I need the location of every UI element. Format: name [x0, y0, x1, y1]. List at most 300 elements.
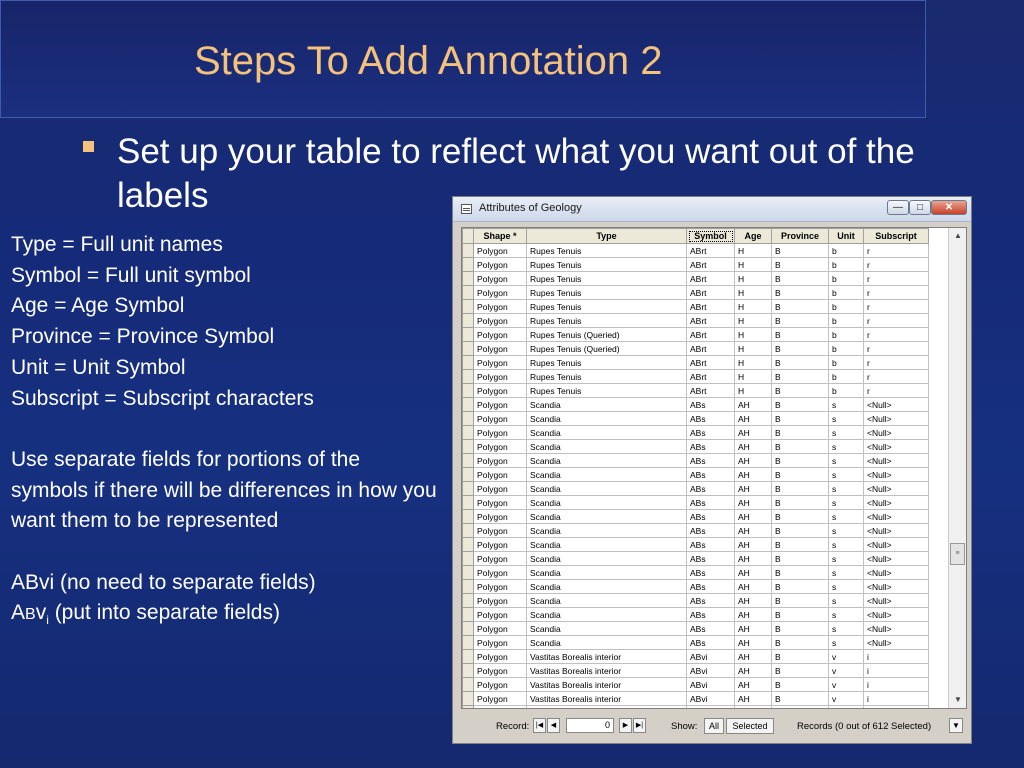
table-row[interactable] — [463, 384, 929, 398]
close-button[interactable]: ✕ — [931, 200, 967, 215]
table-cell[interactable]: Scandia — [527, 580, 687, 594]
row-selector[interactable] — [463, 300, 474, 314]
table-cell[interactable]: B — [772, 496, 829, 510]
table-cell[interactable]: B — [772, 272, 829, 286]
table-cell[interactable]: <Null> — [864, 482, 929, 496]
col-header-age[interactable]: Age — [735, 229, 772, 244]
table-cell[interactable] — [772, 706, 829, 710]
table-cell[interactable] — [829, 706, 864, 710]
table-cell[interactable]: Polygon — [474, 328, 527, 342]
table-cell[interactable]: ABrt — [687, 328, 735, 342]
table-cell[interactable]: v — [829, 678, 864, 692]
row-selector[interactable] — [463, 412, 474, 426]
table-cell[interactable]: Polygon — [474, 342, 527, 356]
table-cell[interactable]: ABrt — [687, 356, 735, 370]
table-cell[interactable]: Scandia — [527, 552, 687, 566]
table-row[interactable] — [463, 496, 929, 510]
table-cell[interactable]: ABs — [687, 440, 735, 454]
table-cell[interactable]: ABs — [687, 566, 735, 580]
table-cell[interactable]: <Null> — [864, 454, 929, 468]
table-cell[interactable]: s — [829, 510, 864, 524]
table-cell[interactable]: H — [735, 314, 772, 328]
table-cell[interactable]: ABs — [687, 412, 735, 426]
table-cell[interactable]: b — [829, 300, 864, 314]
table-cell[interactable]: H — [735, 258, 772, 272]
scroll-down-icon[interactable]: ▼ — [954, 695, 962, 704]
table-cell[interactable]: ABs — [687, 580, 735, 594]
table-cell[interactable]: Scandia — [527, 538, 687, 552]
col-header-shape[interactable]: Shape * — [474, 229, 527, 244]
table-cell[interactable]: ABs — [687, 622, 735, 636]
table-row[interactable] — [463, 566, 929, 580]
table-cell[interactable]: ABrt — [687, 314, 735, 328]
table-cell[interactable]: ABs — [687, 636, 735, 650]
row-selector[interactable] — [463, 580, 474, 594]
table-cell[interactable]: Polygon — [474, 608, 527, 622]
table-cell[interactable]: ABrt — [687, 244, 735, 258]
table-cell[interactable]: Rupes Tenuis (Queried) — [527, 328, 687, 342]
scroll-thumb[interactable]: ≡ — [950, 543, 965, 565]
table-cell[interactable]: B — [772, 342, 829, 356]
row-selector[interactable] — [463, 636, 474, 650]
table-cell[interactable]: B — [772, 482, 829, 496]
table-cell[interactable]: B — [772, 370, 829, 384]
table-cell[interactable]: s — [829, 608, 864, 622]
table-cell[interactable]: Polygon — [474, 510, 527, 524]
table-cell[interactable]: AH — [735, 482, 772, 496]
table-cell[interactable] — [735, 706, 772, 710]
row-selector[interactable] — [463, 482, 474, 496]
table-cell[interactable]: B — [772, 300, 829, 314]
table-row[interactable] — [463, 580, 929, 594]
table-row[interactable] — [463, 622, 929, 636]
table-row[interactable] — [463, 342, 929, 356]
table-cell[interactable]: B — [772, 286, 829, 300]
table-cell[interactable]: Polygon — [474, 426, 527, 440]
table-cell[interactable]: Vastitas Borealis interior — [527, 678, 687, 692]
table-cell[interactable]: AH — [735, 594, 772, 608]
table-cell[interactable]: Scandia — [527, 594, 687, 608]
table-cell[interactable]: i — [864, 664, 929, 678]
table-cell[interactable]: Rupes Tenuis — [527, 272, 687, 286]
vertical-scrollbar[interactable] — [948, 228, 967, 708]
prev-record-icon[interactable]: ◀ — [547, 718, 560, 733]
row-selector[interactable] — [463, 608, 474, 622]
table-row[interactable] — [463, 272, 929, 286]
table-cell[interactable]: ABs — [687, 454, 735, 468]
table-cell[interactable]: Polygon — [474, 398, 527, 412]
table-cell[interactable]: B — [772, 468, 829, 482]
table-cell[interactable]: s — [829, 622, 864, 636]
first-record-icon[interactable]: |◀ — [533, 718, 546, 733]
table-cell[interactable]: r — [864, 384, 929, 398]
table-cell[interactable]: AH — [735, 426, 772, 440]
table-cell[interactable]: Polygon — [474, 258, 527, 272]
table-cell[interactable]: AH — [735, 608, 772, 622]
table-cell[interactable]: AH — [735, 566, 772, 580]
col-header-subscript[interactable]: Subscript — [864, 229, 929, 244]
table-cell[interactable]: H — [735, 300, 772, 314]
row-selector[interactable] — [463, 650, 474, 664]
table-cell[interactable]: s — [829, 594, 864, 608]
row-selector[interactable] — [463, 426, 474, 440]
table-row[interactable] — [463, 454, 929, 468]
table-cell[interactable]: B — [772, 454, 829, 468]
table-cell[interactable] — [687, 706, 735, 710]
table-cell[interactable]: Scandia — [527, 398, 687, 412]
table-cell[interactable]: Polygon — [474, 272, 527, 286]
table-cell[interactable]: Polygon — [474, 622, 527, 636]
table-cell[interactable]: v — [829, 692, 864, 706]
table-cell[interactable]: <Null> — [864, 426, 929, 440]
table-cell[interactable]: s — [829, 440, 864, 454]
table-cell[interactable]: Polygon — [474, 412, 527, 426]
row-selector[interactable] — [463, 342, 474, 356]
table-cell[interactable]: Polygon — [474, 482, 527, 496]
table-cell[interactable]: AH — [735, 650, 772, 664]
table-row[interactable] — [463, 412, 929, 426]
row-selector[interactable] — [463, 510, 474, 524]
table-row[interactable] — [463, 482, 929, 496]
row-selector[interactable] — [463, 692, 474, 706]
col-header-unit[interactable]: Unit — [829, 229, 864, 244]
table-cell[interactable]: AH — [735, 440, 772, 454]
table-cell[interactable]: ABrt — [687, 286, 735, 300]
table-cell[interactable]: Polygon — [474, 370, 527, 384]
table-cell[interactable]: B — [772, 440, 829, 454]
table-cell[interactable]: ABrt — [687, 384, 735, 398]
row-selector[interactable] — [463, 384, 474, 398]
row-selector[interactable] — [463, 370, 474, 384]
table-cell[interactable]: B — [772, 650, 829, 664]
table-cell[interactable]: s — [829, 538, 864, 552]
table-cell[interactable]: Vastitas Borealis interior — [527, 650, 687, 664]
table-cell[interactable]: Scandia — [527, 426, 687, 440]
attribute-grid[interactable] — [461, 227, 967, 709]
table-cell[interactable]: r — [864, 356, 929, 370]
table-cell[interactable]: <Null> — [864, 524, 929, 538]
show-all-button[interactable]: All — [704, 718, 724, 734]
table-row[interactable] — [463, 356, 929, 370]
table-cell[interactable]: Rupes Tenuis — [527, 356, 687, 370]
row-selector[interactable] — [463, 314, 474, 328]
table-cell[interactable]: Vastitas Borealis interior — [527, 664, 687, 678]
table-cell[interactable]: <Null> — [864, 552, 929, 566]
row-selector[interactable] — [463, 594, 474, 608]
table-cell[interactable]: Rupes Tenuis — [527, 286, 687, 300]
table-cell[interactable]: Scandia — [527, 440, 687, 454]
table-cell[interactable]: Scandia — [527, 496, 687, 510]
table-cell[interactable]: <Null> — [864, 398, 929, 412]
table-cell[interactable]: b — [829, 356, 864, 370]
row-selector[interactable] — [463, 552, 474, 566]
table-cell[interactable]: s — [829, 496, 864, 510]
table-cell[interactable]: <Null> — [864, 636, 929, 650]
col-header-province[interactable]: Province — [772, 229, 829, 244]
table-cell[interactable]: b — [829, 258, 864, 272]
table-cell[interactable]: Rupes Tenuis (Queried) — [527, 342, 687, 356]
table-cell[interactable]: AH — [735, 580, 772, 594]
table-cell[interactable]: AH — [735, 412, 772, 426]
table-row[interactable] — [463, 664, 929, 678]
table-cell[interactable]: s — [829, 398, 864, 412]
row-selector[interactable] — [463, 678, 474, 692]
table-cell[interactable]: B — [772, 384, 829, 398]
table-cell[interactable]: b — [829, 244, 864, 258]
table-row[interactable] — [463, 468, 929, 482]
table-cell[interactable]: i — [864, 678, 929, 692]
table-cell[interactable]: AH — [735, 636, 772, 650]
table-cell[interactable]: s — [829, 426, 864, 440]
table-cell[interactable]: <Null> — [864, 468, 929, 482]
maximize-button[interactable]: □ — [909, 200, 931, 215]
table-cell[interactable]: r — [864, 286, 929, 300]
table-cell[interactable]: B — [772, 566, 829, 580]
table-cell[interactable]: AH — [735, 664, 772, 678]
table-cell[interactable]: Rupes Tenuis — [527, 314, 687, 328]
table-cell[interactable]: s — [829, 552, 864, 566]
table-cell[interactable]: ABs — [687, 510, 735, 524]
table-cell[interactable]: Polygon — [474, 538, 527, 552]
table-cell[interactable]: b — [829, 286, 864, 300]
window-titlebar[interactable] — [453, 197, 971, 222]
table-row[interactable] — [463, 692, 929, 706]
row-selector[interactable] — [463, 398, 474, 412]
table-row[interactable] — [463, 314, 929, 328]
table-cell[interactable]: H — [735, 286, 772, 300]
table-cell[interactable]: Scandia — [527, 454, 687, 468]
table-cell[interactable]: H — [735, 272, 772, 286]
table-row[interactable] — [463, 510, 929, 524]
table-cell[interactable]: Polygon — [474, 678, 527, 692]
table-cell[interactable]: Scandia — [527, 482, 687, 496]
table-cell[interactable]: s — [829, 412, 864, 426]
table-cell[interactable]: <Null> — [864, 622, 929, 636]
table-cell[interactable]: s — [829, 482, 864, 496]
row-selector[interactable] — [463, 524, 474, 538]
table-cell[interactable]: ABs — [687, 608, 735, 622]
record-number-input[interactable]: 0 — [566, 718, 614, 733]
table-cell[interactable]: Polygon — [474, 636, 527, 650]
table-cell[interactable]: r — [864, 258, 929, 272]
table-cell[interactable]: Rupes Tenuis — [527, 258, 687, 272]
table-cell[interactable]: B — [772, 244, 829, 258]
table-cell[interactable]: ABs — [687, 594, 735, 608]
table-cell[interactable]: Polygon — [474, 286, 527, 300]
table-row[interactable] — [463, 440, 929, 454]
table-cell[interactable]: v — [829, 664, 864, 678]
table-cell[interactable]: H — [735, 370, 772, 384]
table-cell[interactable]: Polygon — [474, 650, 527, 664]
row-selector[interactable] — [463, 244, 474, 258]
table-row[interactable] — [463, 636, 929, 650]
table-cell[interactable]: i — [864, 692, 929, 706]
row-selector[interactable] — [463, 328, 474, 342]
table-cell[interactable]: ABs — [687, 482, 735, 496]
table-cell[interactable]: B — [772, 412, 829, 426]
table-cell[interactable]: Rupes Tenuis — [527, 384, 687, 398]
table-cell[interactable]: <Null> — [864, 510, 929, 524]
show-selected-button[interactable]: Selected — [726, 718, 774, 734]
table-cell[interactable]: H — [735, 384, 772, 398]
table-cell[interactable]: Scandia — [527, 468, 687, 482]
table-cell[interactable]: ABvi — [687, 678, 735, 692]
table-cell[interactable]: Polygon — [474, 468, 527, 482]
table-cell[interactable]: ABs — [687, 538, 735, 552]
table-cell[interactable]: AH — [735, 538, 772, 552]
row-selector[interactable] — [463, 664, 474, 678]
table-cell[interactable]: b — [829, 314, 864, 328]
table-cell[interactable]: r — [864, 314, 929, 328]
table-cell[interactable]: ABvi — [687, 650, 735, 664]
row-selector[interactable] — [463, 496, 474, 510]
table-cell[interactable]: ABrt — [687, 300, 735, 314]
table-cell[interactable]: AH — [735, 552, 772, 566]
table-cell[interactable]: b — [829, 328, 864, 342]
row-selector[interactable] — [463, 706, 474, 710]
row-selector[interactable] — [463, 356, 474, 370]
table-cell[interactable]: Polygon — [474, 496, 527, 510]
col-header-type[interactable]: Type — [527, 229, 687, 244]
table-cell[interactable]: AH — [735, 622, 772, 636]
table-cell[interactable]: H — [735, 244, 772, 258]
row-selector[interactable] — [463, 468, 474, 482]
table-cell[interactable]: AH — [735, 510, 772, 524]
table-cell[interactable]: Scandia — [527, 524, 687, 538]
table-cell[interactable]: s — [829, 580, 864, 594]
table-cell[interactable]: B — [772, 678, 829, 692]
table-cell[interactable]: Scandia — [527, 622, 687, 636]
table-cell[interactable]: <Null> — [864, 440, 929, 454]
table-cell[interactable]: Scandia — [527, 566, 687, 580]
table-row[interactable] — [463, 328, 929, 342]
table-cell[interactable]: B — [772, 692, 829, 706]
table-cell[interactable]: H — [735, 328, 772, 342]
next-record-icon[interactable]: ▶ — [619, 718, 632, 733]
table-cell[interactable]: r — [864, 244, 929, 258]
table-row[interactable] — [463, 426, 929, 440]
table-cell[interactable]: r — [864, 342, 929, 356]
table-cell[interactable]: ABs — [687, 468, 735, 482]
row-selector[interactable] — [463, 454, 474, 468]
options-dropdown-icon[interactable]: ▼ — [949, 718, 963, 733]
table-cell[interactable]: B — [772, 622, 829, 636]
table-cell[interactable]: s — [829, 566, 864, 580]
table-cell[interactable]: s — [829, 524, 864, 538]
table-cell[interactable]: B — [772, 258, 829, 272]
table-cell[interactable]: <Null> — [864, 594, 929, 608]
table-cell[interactable]: v — [829, 650, 864, 664]
table-cell[interactable]: B — [772, 664, 829, 678]
table-cell[interactable]: r — [864, 300, 929, 314]
table-cell[interactable]: Polygon — [474, 440, 527, 454]
table-cell[interactable]: B — [772, 398, 829, 412]
table-row[interactable] — [463, 370, 929, 384]
table-cell[interactable]: Polygon — [474, 300, 527, 314]
table-cell[interactable]: AH — [735, 678, 772, 692]
table-cell[interactable]: AH — [735, 398, 772, 412]
table-cell[interactable]: B — [772, 524, 829, 538]
row-selector[interactable] — [463, 538, 474, 552]
table-row[interactable] — [463, 286, 929, 300]
table-cell[interactable]: ABs — [687, 552, 735, 566]
table-cell[interactable] — [474, 706, 527, 710]
row-selector[interactable] — [463, 566, 474, 580]
table-cell[interactable]: B — [772, 580, 829, 594]
table-row[interactable] — [463, 538, 929, 552]
table-cell[interactable]: Polygon — [474, 356, 527, 370]
table-cell[interactable]: H — [735, 342, 772, 356]
table-cell[interactable]: H — [735, 356, 772, 370]
table-row[interactable] — [463, 300, 929, 314]
table-cell[interactable]: Polygon — [474, 580, 527, 594]
table-row[interactable] — [463, 244, 929, 258]
table-cell[interactable]: B — [772, 608, 829, 622]
minimize-button[interactable]: — — [887, 200, 909, 215]
table-cell[interactable]: r — [864, 328, 929, 342]
table-cell[interactable]: s — [829, 454, 864, 468]
table-cell[interactable] — [527, 706, 687, 710]
table-row[interactable] — [463, 608, 929, 622]
table-cell[interactable]: B — [772, 426, 829, 440]
table-cell[interactable]: ABrt — [687, 370, 735, 384]
table-cell[interactable]: B — [772, 314, 829, 328]
row-selector[interactable] — [463, 286, 474, 300]
table-row[interactable] — [463, 678, 929, 692]
table-cell[interactable] — [864, 706, 929, 710]
table-cell[interactable]: B — [772, 594, 829, 608]
table-cell[interactable]: Scandia — [527, 608, 687, 622]
table-cell[interactable]: Polygon — [474, 664, 527, 678]
table-cell[interactable]: Polygon — [474, 314, 527, 328]
table-cell[interactable]: <Null> — [864, 496, 929, 510]
table-cell[interactable]: Polygon — [474, 244, 527, 258]
table-cell[interactable]: ABs — [687, 496, 735, 510]
table-row[interactable] — [463, 524, 929, 538]
table-cell[interactable]: Scandia — [527, 510, 687, 524]
table-cell[interactable]: Scandia — [527, 412, 687, 426]
table-cell[interactable]: B — [772, 538, 829, 552]
table-cell[interactable]: B — [772, 552, 829, 566]
table-cell[interactable]: <Null> — [864, 580, 929, 594]
table-cell[interactable]: ABs — [687, 398, 735, 412]
table-cell[interactable]: B — [772, 510, 829, 524]
table-row[interactable] — [463, 706, 929, 710]
row-selector[interactable] — [463, 258, 474, 272]
table-cell[interactable]: Polygon — [474, 454, 527, 468]
table-cell[interactable]: AH — [735, 524, 772, 538]
table-row[interactable] — [463, 258, 929, 272]
table-cell[interactable]: b — [829, 342, 864, 356]
row-selector[interactable] — [463, 440, 474, 454]
row-selector[interactable] — [463, 272, 474, 286]
table-row[interactable] — [463, 552, 929, 566]
table-cell[interactable]: Polygon — [474, 384, 527, 398]
table-cell[interactable]: B — [772, 636, 829, 650]
table-cell[interactable]: AH — [735, 692, 772, 706]
table-cell[interactable]: b — [829, 384, 864, 398]
col-header-symbol[interactable]: Symbol — [687, 229, 735, 244]
table-cell[interactable]: ABrt — [687, 272, 735, 286]
table-cell[interactable]: Rupes Tenuis — [527, 370, 687, 384]
table-cell[interactable]: Polygon — [474, 524, 527, 538]
table-cell[interactable]: ABs — [687, 426, 735, 440]
table-cell[interactable]: <Null> — [864, 566, 929, 580]
table-cell[interactable]: B — [772, 356, 829, 370]
table-cell[interactable]: i — [864, 650, 929, 664]
table-cell[interactable]: ABvi — [687, 664, 735, 678]
table-cell[interactable]: AH — [735, 454, 772, 468]
